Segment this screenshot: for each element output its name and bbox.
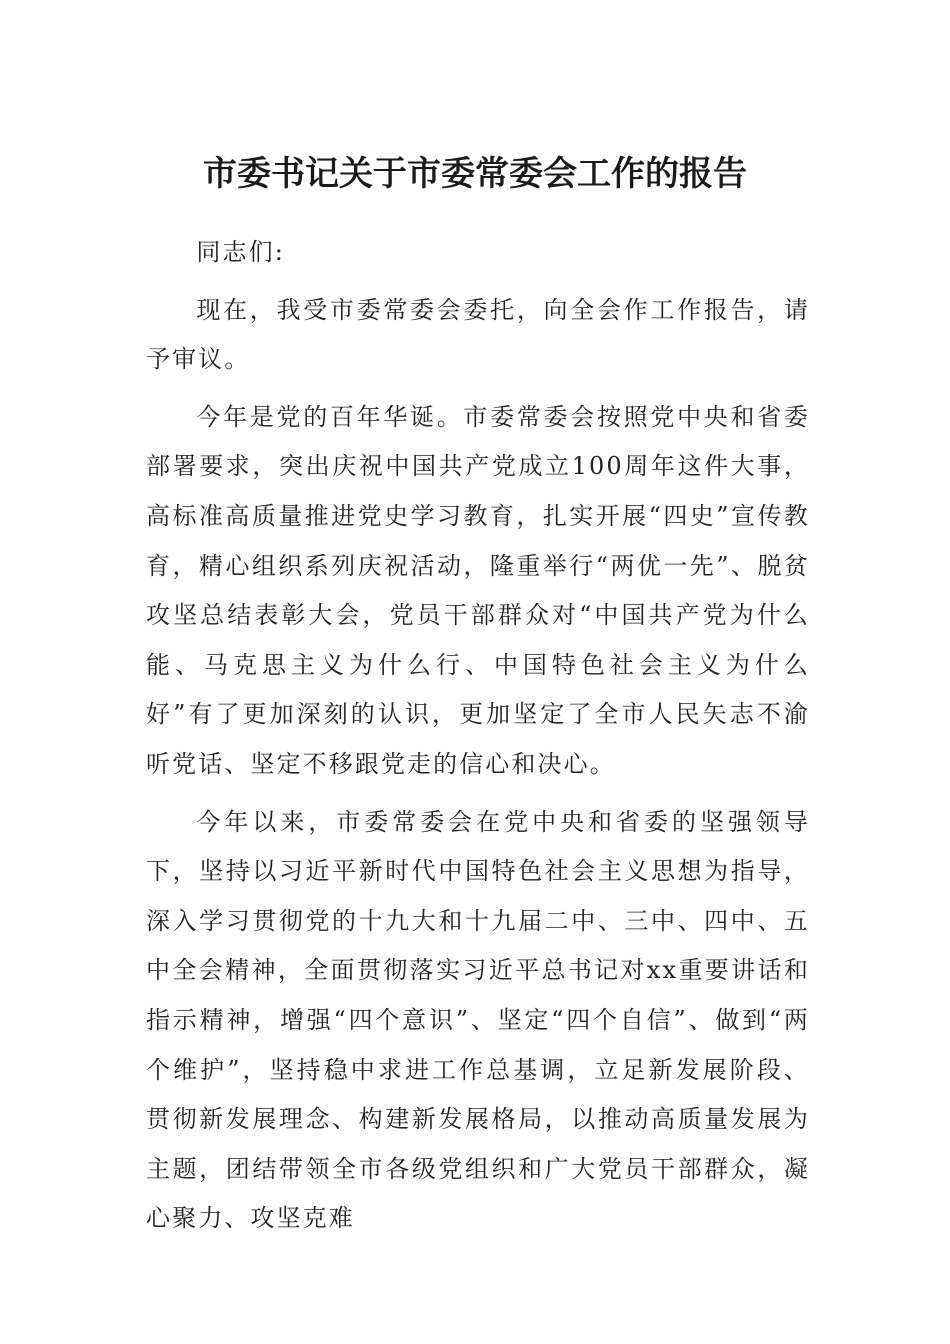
paragraph-3: 今年以来，市委常委会在党中央和省委的坚强领导下，坚持以习近平新时代中国特色社会主义思想为指导，深入学习贯彻党的十九大和十九届二中、三中、四中、五中全会精神，全面贯彻落实习近平总书记对xx重要讲话和指示精神，增强“四个意识”、坚定“四个自信”、做到“两个维护”，坚持稳中求进工作总基调，立足新发展阶段、贯彻新发展理念、构建新发展格局，以推动高质量发展为主题，团结带领全市各级党组织和广大党员干部群众，凝心聚力、攻坚克难: [146, 807, 810, 1233]
paragraph-2: 今年是党的百年华诞。市委常委会按照党中央和省委部署要求，突出庆祝中国共产党成立100周年这件大事，高标准高质量推进党史学习教育，扎实开展“四史”宣传教育，精心组织系列庆祝活动，隆重举行“两优一先”、脱贫攻坚总结表彰大会，党员干部群众对“中国共产党为什么能、马克思主义为什么行、中国特色社会主义为什么好”有了更加深刻的认识，更加坚定了全市人民矢志不渝听党话、坚定不移跟党走的信心和决心。: [146, 402, 810, 778]
document-title: 市委书记关于市委常委会工作的报告: [203, 154, 747, 194]
document-body: [146, 228, 810, 1252]
paragraph-1: 现在，我受市委常委会委托，向全会作工作报告，请予审议。: [146, 295, 810, 374]
salutation: 同志们:: [196, 238, 285, 266]
